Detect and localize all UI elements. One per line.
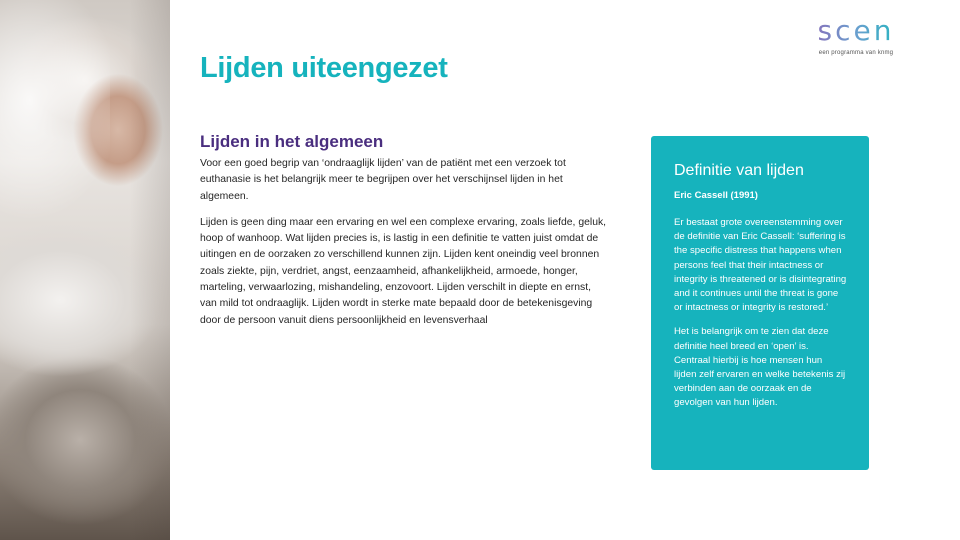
logo-subtitle: een programma van knmg [818,50,894,56]
section-heading: Lijden in het algemeen [200,132,384,151]
definition-note-paragraph: Het is belangrijk om te zien dat deze definitie heel breed en ‘open’ is. Centraal hierbij is hoe mensen hun lijden zelf ervaren en welke betekenis zij verbinden aan de oorzaak en de gevolgen van hun lijden. [674,326,846,409]
main-section [200,132,610,339]
elderly-man-photo [0,0,170,540]
page-title: Lijden uiteengezet [200,52,448,84]
definition-author: Eric Cassell (1991) [674,190,758,201]
definition-quote-paragraph: Er bestaat grote overeenstemming over de definitie van Eric Cassell: ‘suffering is the specific distress that happens when persons feel that their intactness or integrity is threatened or is disintegrating and it continues until the threat is gone or intactness or integrity is restored.’ [674,217,847,314]
body-paragraph: Lijden is geen ding maar een ervaring en wel een complexe ervaring, zoals liefde, geluk, hoop of wanhoop. Wat lijden precies is, is lastig in een definitie te vatten juist omdat de uitingen en de oorzaken zo verschillend kunnen zijn. Lijden kent oneindig veel bronnen zoals ziekte, pijn, verdriet, angst, eenzaamheid, afhankelijkheid, armoede, honger, marteling, verwaarlozing, mishandeling, enzovoort. Lijden verschilt in diepte en ernst, van mild tot ondraaglijk. Lijden wordt in sterke mate bepaald door de betekenisgeving door de persoon vanuit diens persoonlijkheid en levensverhaal [200,216,607,326]
pillow-highlight [0,0,110,220]
photo-edge-shadow [130,0,170,540]
definition-title: Definitie van lijden [674,162,804,179]
scen-logo [808,14,904,56]
definition-box [651,136,869,470]
intro-paragraph: Voor een goed begrip van ‘ondraaglijk lijden’ van de patiënt met een verzoek tot euthanasie is het belangrijk meer te begrijpen over het verschijnsel lijden in het algemeen. [200,158,566,202]
logo-wordmark: scen [808,14,904,48]
